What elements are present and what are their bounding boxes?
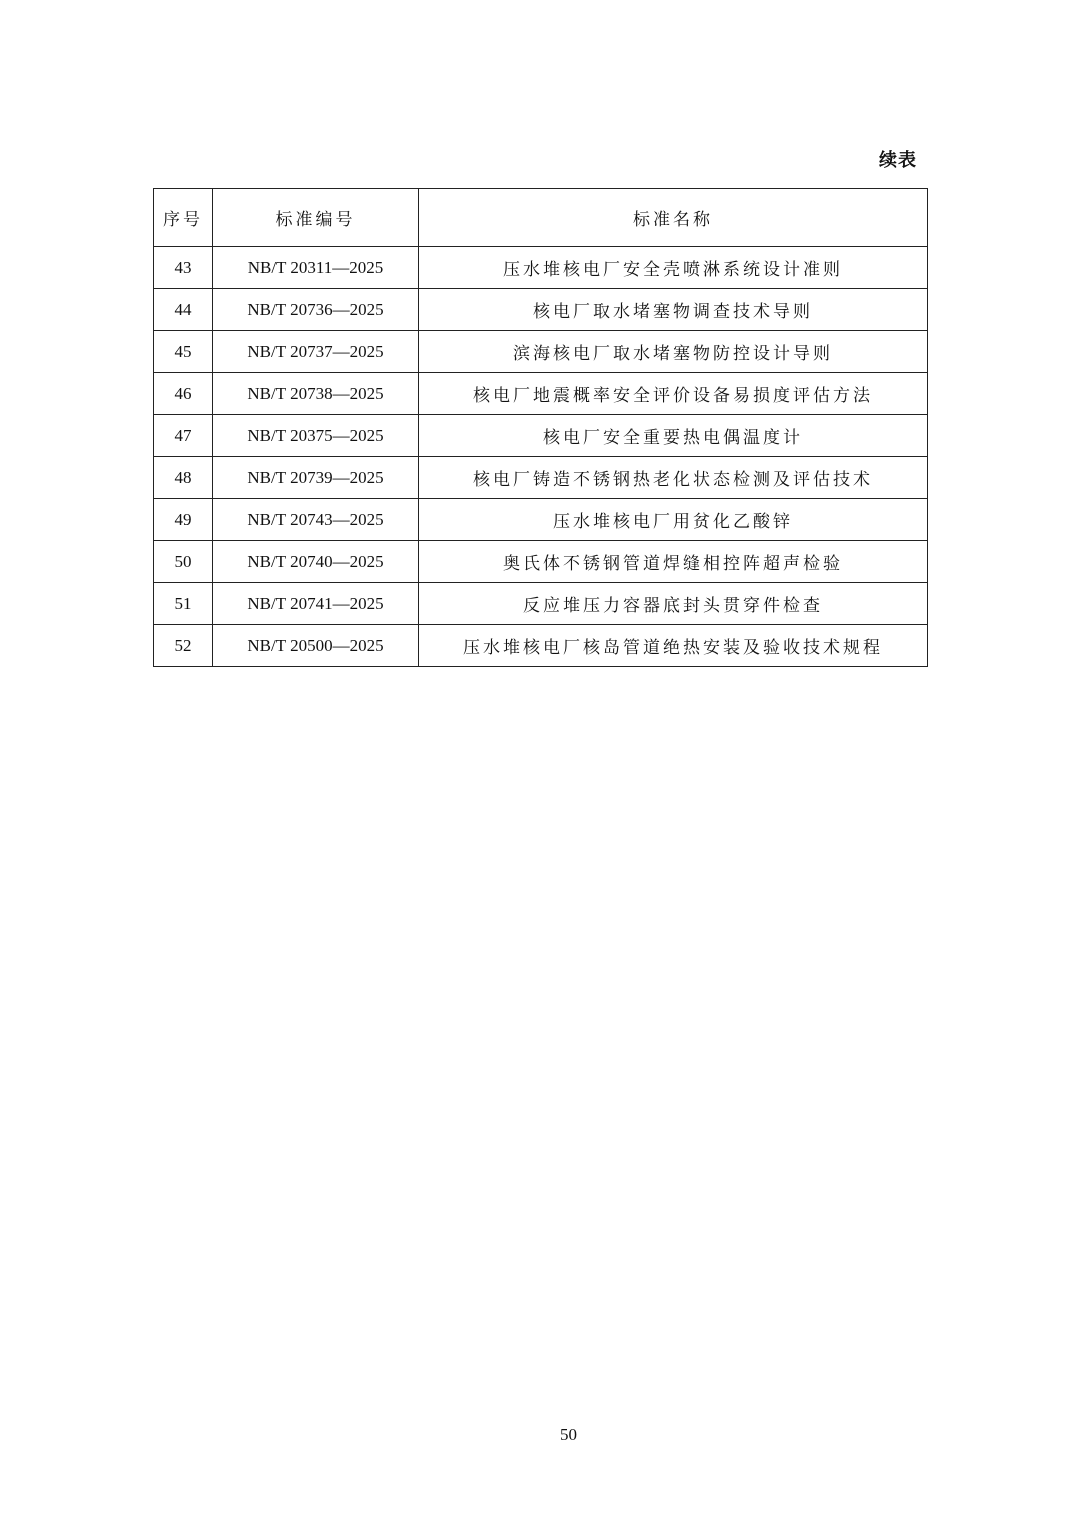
table-row — [154, 247, 928, 289]
cell-seq: 50 — [154, 541, 213, 583]
table-header-row — [154, 189, 928, 247]
cell-standard-name: 反应堆压力容器底封头贯穿件检查 — [419, 583, 928, 625]
cell-standard-code: NB/T 20375—2025 — [213, 415, 419, 457]
cell-standard-code: NB/T 20736—2025 — [213, 289, 419, 331]
cell-standard-code: NB/T 20740—2025 — [213, 541, 419, 583]
table-row — [154, 457, 928, 499]
page-number: 50 — [560, 1425, 577, 1444]
cell-standard-name: 核电厂取水堵塞物调查技术导则 — [419, 289, 928, 331]
cell-standard-code: NB/T 20737—2025 — [213, 331, 419, 373]
cell-standard-name: 压水堆核电厂安全壳喷淋系统设计准则 — [419, 247, 928, 289]
table-row — [154, 373, 928, 415]
table-row — [154, 415, 928, 457]
header-standard-name: 标准名称 — [419, 189, 928, 247]
header-seq: 序号 — [154, 189, 213, 247]
cell-standard-name: 压水堆核电厂核岛管道绝热安装及验收技术规程 — [419, 625, 928, 667]
cell-seq: 49 — [154, 499, 213, 541]
standards-table — [153, 188, 928, 667]
cell-standard-code: NB/T 20311—2025 — [213, 247, 419, 289]
cell-seq: 52 — [154, 625, 213, 667]
cell-standard-code: NB/T 20738—2025 — [213, 373, 419, 415]
cell-standard-name: 压水堆核电厂用贫化乙酸锌 — [419, 499, 928, 541]
cell-standard-code: NB/T 20739—2025 — [213, 457, 419, 499]
cell-standard-name: 奥氏体不锈钢管道焊缝相控阵超声检验 — [419, 541, 928, 583]
table-row — [154, 583, 928, 625]
continued-table-label: 续表 — [879, 150, 917, 171]
cell-standard-name: 核电厂安全重要热电偶温度计 — [419, 415, 928, 457]
cell-seq: 45 — [154, 331, 213, 373]
cell-standard-code: NB/T 20741—2025 — [213, 583, 419, 625]
cell-standard-name: 滨海核电厂取水堵塞物防控设计导则 — [419, 331, 928, 373]
cell-standard-code: NB/T 20500—2025 — [213, 625, 419, 667]
cell-seq: 43 — [154, 247, 213, 289]
cell-standard-name: 核电厂地震概率安全评价设备易损度评估方法 — [419, 373, 928, 415]
cell-seq: 48 — [154, 457, 213, 499]
table-row — [154, 331, 928, 373]
cell-standard-code: NB/T 20743—2025 — [213, 499, 419, 541]
table-row — [154, 541, 928, 583]
cell-seq: 46 — [154, 373, 213, 415]
cell-seq: 44 — [154, 289, 213, 331]
cell-seq: 51 — [154, 583, 213, 625]
table-row — [154, 289, 928, 331]
cell-seq: 47 — [154, 415, 213, 457]
table-row — [154, 499, 928, 541]
cell-standard-name: 核电厂铸造不锈钢热老化状态检测及评估技术 — [419, 457, 928, 499]
table-row — [154, 625, 928, 667]
header-standard-code: 标准编号 — [213, 189, 419, 247]
